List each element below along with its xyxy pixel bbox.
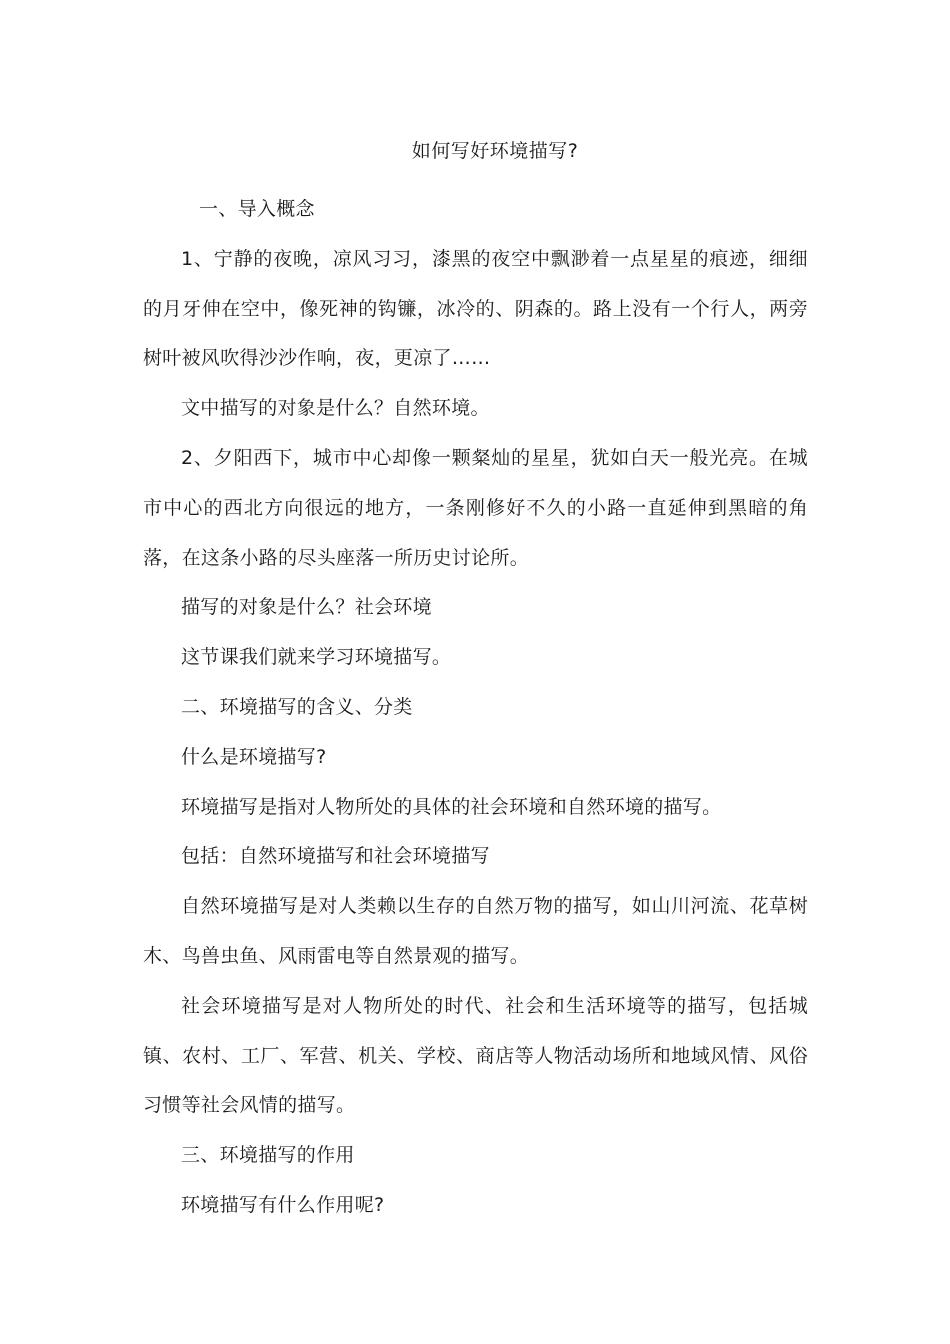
section-heading-function: 三、环境描写的作用 xyxy=(181,1144,355,1167)
paragraph-categories: 包括：自然环境描写和社会环境描写 xyxy=(181,845,490,868)
document-title: 如何写好环境描写? xyxy=(411,140,579,162)
paragraph-question-1: 文中描写的对象是什么？自然环境。 xyxy=(181,397,490,420)
section-heading-intro: 一、导入概念 xyxy=(199,198,315,220)
paragraph-question-2: 描写的对象是什么？社会环境 xyxy=(181,596,432,619)
paragraph-natural-env: 自然环境描写是对人类赖以生存的自然万物的描写，如山川河流、花草树木、鸟兽虫鱼、风雨雷电等自然景观的描写。 xyxy=(143,895,808,967)
document-body xyxy=(143,185,808,1231)
section-heading-definition: 二、环境描写的含义、分类 xyxy=(181,695,413,718)
paragraph-social-env: 社会环境描写是对人物所处的时代、社会和生活环境等的描写，包括城镇、农村、工厂、军营、机关、学校、商店等人物活动场所和地域风情、风俗习惯等社会风情的描写。 xyxy=(143,994,808,1117)
paragraph-function-question: 环境描写有什么作用呢? xyxy=(181,1193,385,1216)
paragraph-lesson-intro: 这节课我们就来学习环境描写。 xyxy=(181,646,452,669)
paragraph-what-is: 什么是环境描写? xyxy=(181,745,327,768)
paragraph-example-2: 2、夕阳西下，城市中心却像一颗粲灿的星星，犹如白天一般光亮。在城市中心的西北方向很远的地方，一条刚修好不久的小路一直延伸到黑暗的角落，在这条小路的尽头座落一所历史讨论所。 xyxy=(143,446,808,569)
paragraph-definition: 环境描写是指对人物所处的具体的社会环境和自然环境的描写。 xyxy=(181,795,722,818)
paragraph-example-1: 1、宁静的夜晚，凉风习习，漆黑的夜空中飘渺着一点星星的痕迹，细细的月牙伸在空中，像死神的钩镰，冰冷的、阴森的。路上没有一个行人，两旁树叶被风吹得沙沙作响，夜，更凉了…… xyxy=(143,247,808,370)
